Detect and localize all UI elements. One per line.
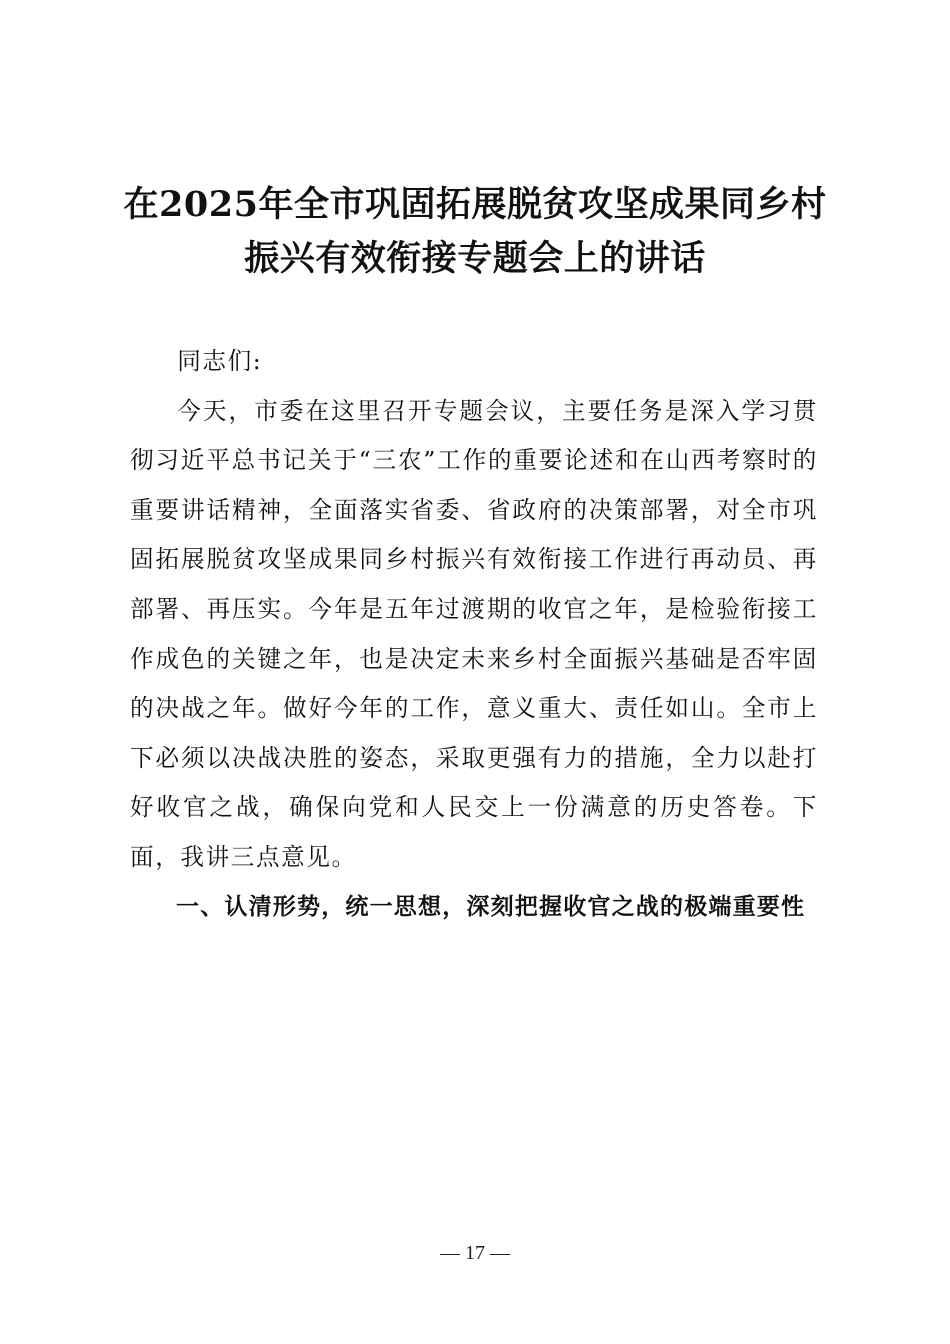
salutation: 同志们: [177,347,263,375]
page-number: — 17 — [440,1242,510,1264]
section-heading-1: 一、认清形势，统一思想，深刻把握收官之战的极端重要性 [176,893,806,920]
document-title [120,178,830,286]
title-line-1: 在2025年全市巩固拓展脱贫攻坚成果同乡村 [123,184,827,225]
document-body [130,337,818,932]
title-line-2: 振兴有效衔接专题会上的讲话 [244,238,706,279]
paragraph-intro: 今天，市委在这里召开专题会议，主要任务是深入学习贯彻习近平总书记关于“三农”工作的重要论述和在山西考察时的重要讲话精神，全面落实省委、省政府的决策部署，对全市巩固拓展脱贫攻坚成果同乡村振兴有效衔接工作进行再动员、再部署、再压实。今年是五年过渡期的收官之年，是检验衔接工作成色的关键之年，也是决定未来乡村全面振兴基础是否牢固的决战之年。做好今年的工作，意义重大、责任如山。全市上下必须以决战决胜的姿态，采取更强有力的措施，全力以赴打好收官之战，确保向党和人民交上一份满意的历史答卷。下面，我讲三点意见。 [130,396,818,871]
